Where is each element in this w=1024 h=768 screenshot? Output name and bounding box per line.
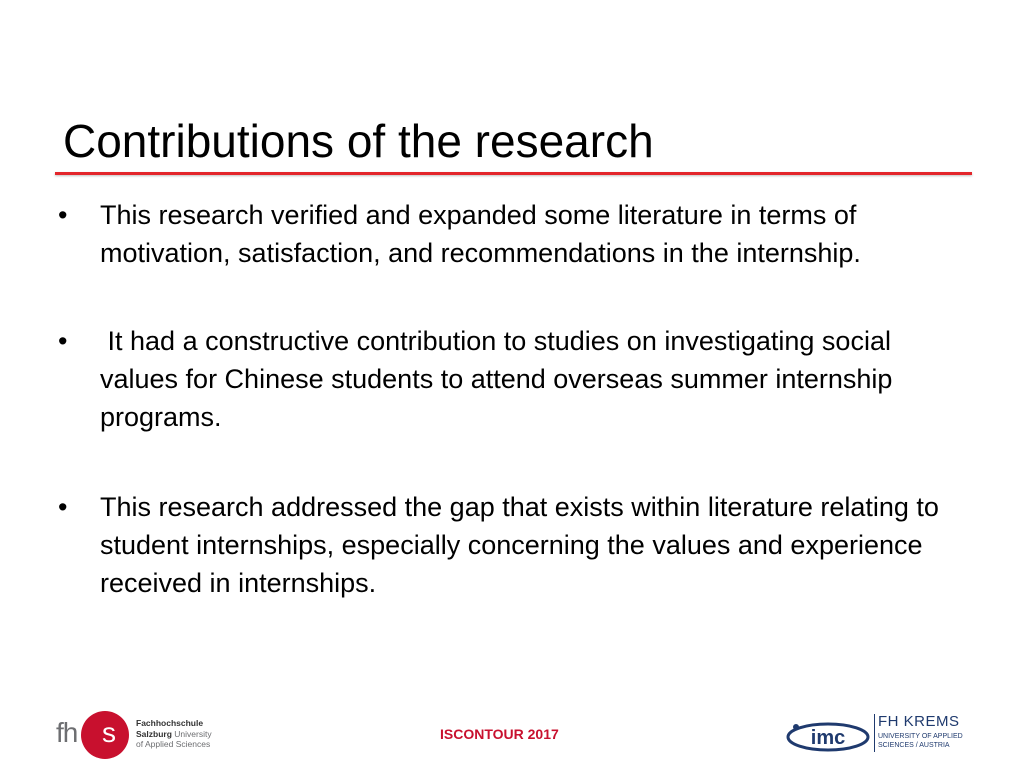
fhs-salzburg-logo bbox=[56, 710, 256, 760]
bullet-marker: • bbox=[58, 200, 68, 230]
bullet-text: It had a constructive contribution to studies on investigating social values for Chinese students to attend overseas summer internship programs. bbox=[100, 326, 900, 432]
imc-fh-krems-logo bbox=[786, 712, 966, 756]
fhs-logo-text bbox=[136, 718, 212, 750]
fh-krems-subtitle-line1: UNIVERSITY OF APPLIED bbox=[878, 733, 963, 740]
imc-logo-separator bbox=[874, 714, 875, 752]
title-underline bbox=[55, 172, 972, 175]
fhs-logo-line1: Fachhochschule bbox=[136, 718, 204, 728]
bullet-text: This research verified and expanded some literature in terms of motivation, satisfaction, and recommendations in the internship. bbox=[100, 200, 861, 268]
fhs-logo-mark-left: fh bbox=[56, 717, 78, 748]
fhs-logo-mark-right: s bbox=[102, 717, 116, 748]
imc-logo-icon bbox=[786, 722, 870, 752]
slide-title: Contributions of the research bbox=[63, 115, 654, 167]
bullet-list bbox=[56, 196, 956, 654]
fh-krems-subtitle bbox=[878, 732, 963, 750]
fh-krems-title: FH KREMS bbox=[878, 713, 960, 730]
bullet-item bbox=[56, 488, 956, 602]
conference-label: ISCONTOUR 2017 bbox=[440, 726, 559, 742]
bullet-item bbox=[56, 196, 956, 272]
bullet-item bbox=[56, 322, 956, 436]
bullet-marker: • bbox=[58, 492, 68, 522]
fhs-logo-line3: of Applied Sciences bbox=[136, 739, 211, 749]
bullet-text: This research addressed the gap that exists within literature relating to student internships, especially concerning the values and experience received in internships. bbox=[100, 492, 939, 598]
fh-krems-subtitle-line2: SCIENCES / AUSTRIA bbox=[878, 742, 950, 749]
fhs-logo-line2: Salzburg University bbox=[136, 728, 212, 739]
imc-logo-mark: imc bbox=[810, 727, 846, 749]
bullet-marker: • bbox=[58, 326, 68, 356]
